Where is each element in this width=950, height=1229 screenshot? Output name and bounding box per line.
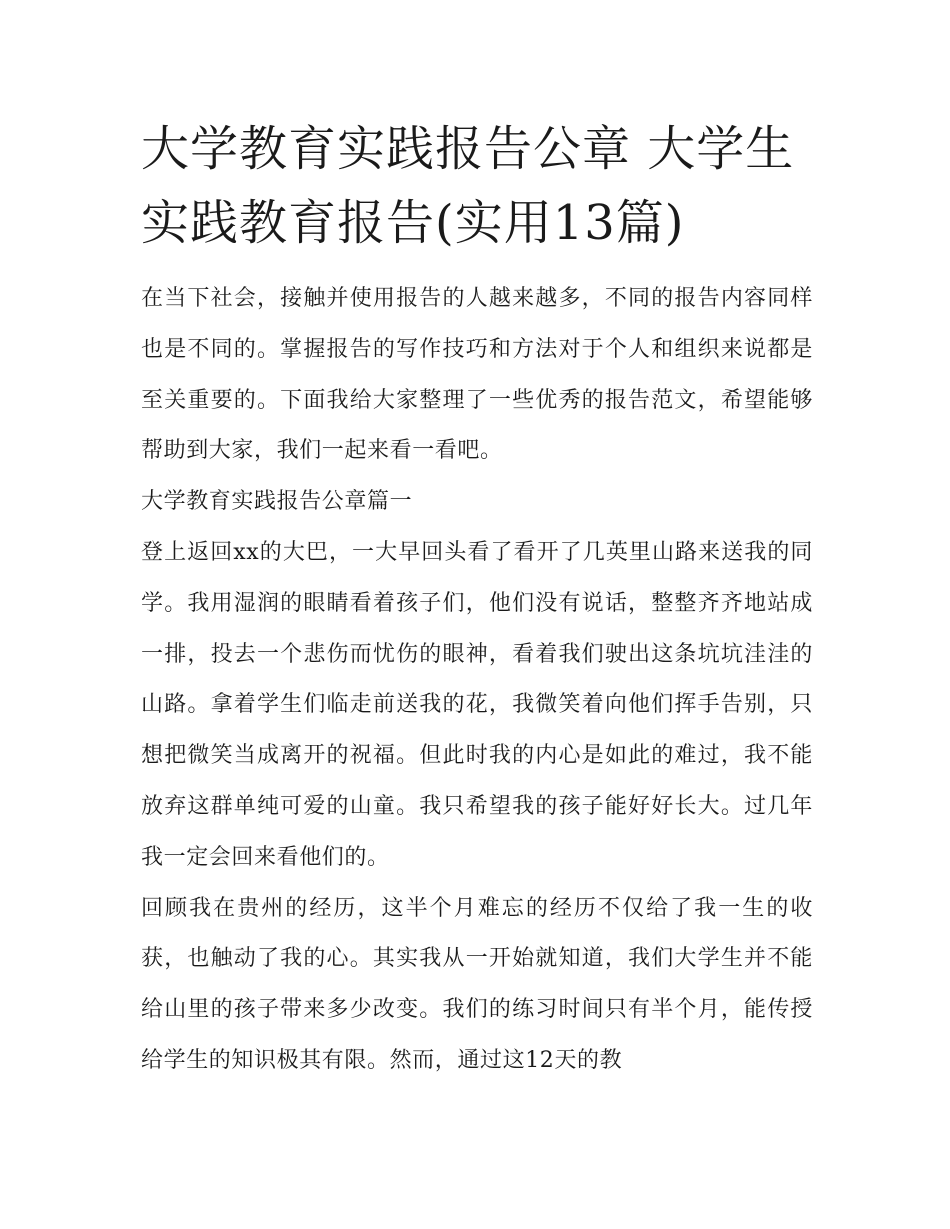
document-title: 大学教育实践报告公章 大学生实践教育报告(实用13篇)	[141, 121, 795, 251]
intro-paragraph: 在当下社会，接触并使用报告的人越来越多，不同的报告内容同样也是不同的。掌握报告的写作技巧和方法对于个人和组织来说都是至关重要的。下面我给大家整理了一些优秀的报告范文，希望能够帮助到大家，我们一起来看一看吧。	[141, 286, 813, 464]
section-heading: 大学教育实践报告公章篇一	[141, 489, 413, 515]
body-paragraph-1: 登上返回xx的大巴，一大早回头看了看开了几英里山路来送我的同学。我用湿润的眼睛看着孩子们，他们没有说话，整整齐齐地站成一排，投去一个悲伤而忧伤的眼神，看着我们驶出这条坑坑洼洼的山路。拿着学生们临走前送我的花，我微笑着向他们挥手告别，只想把微笑当成离开的祝福。但此时我的内心是如此的难过，我不能放弃这群单纯可爱的山童。我只希望我的孩子能好好长大。过几年我一定会回来看他们的。	[141, 539, 813, 870]
document-page	[141, 112, 813, 1087]
body-paragraph-2: 回顾我在贵州的经历，这半个月难忘的经历不仅给了我一生的收获，也触动了我的心。其实我从一开始就知道，我们大学生并不能给山里的孩子带来多少改变。我们的练习时间只有半个月，能传授给学生的知识极其有限。然而，通过这12天的教	[141, 895, 813, 1073]
